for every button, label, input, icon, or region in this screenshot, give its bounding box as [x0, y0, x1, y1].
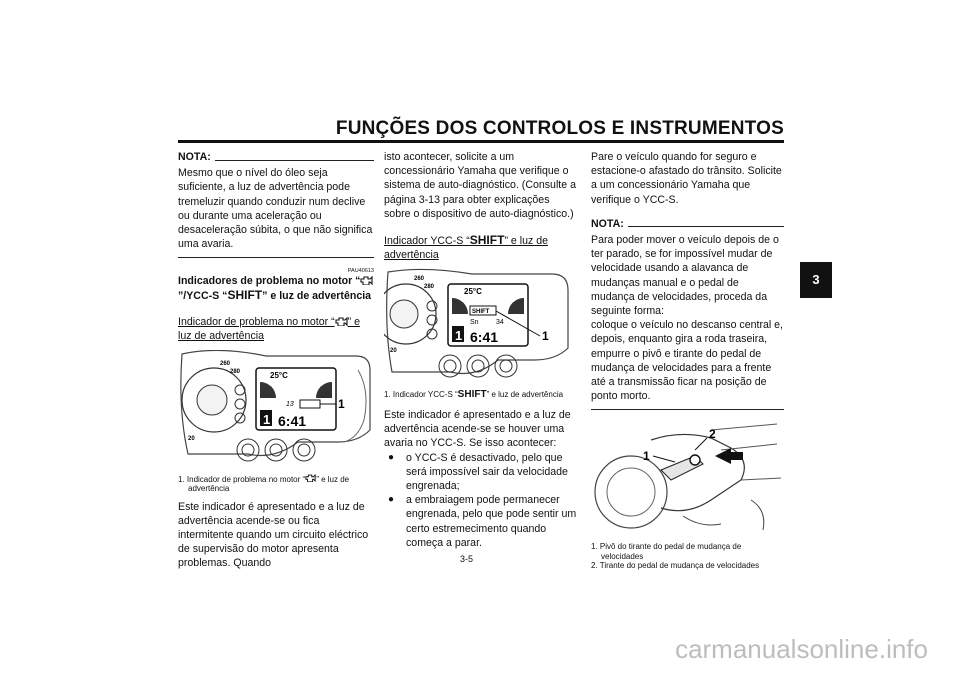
dashboard-figure-1 — [178, 350, 374, 468]
instrument-cluster-drawing — [178, 350, 374, 468]
nota-text: Mesmo que o nível do óleo seja suficiente, a luz de advertência pode tremeluzir quando conduzir num declive ou durante uma aceleração ou desaceleração súbita, o que não significa uma avaria. — [178, 167, 373, 251]
dashboard-figure-2 — [384, 268, 578, 384]
subheading-engine-indicator: Indicador de problema no motor “ ” e luz de advertência — [178, 316, 361, 343]
shift-pedal-drawing — [591, 420, 784, 536]
caption-item: 2. Tirante do pedal de mudança de velocidades — [591, 561, 760, 571]
section-code: PAU40613 — [347, 268, 374, 275]
svg-text:25°C: 25°C — [270, 370, 288, 380]
engine-icon — [335, 317, 348, 326]
svg-text:20: 20 — [390, 348, 397, 355]
svg-text:6:41: 6:41 — [470, 329, 499, 346]
nota-heading: NOTA: — [591, 217, 784, 231]
svg-text:13: 13 — [286, 400, 294, 408]
intro-text-2: isto acontecer, solicite a um concessionário Yamaha que verifique o sistema de auto-diagnóstico. (Consulte a página 3-13 para obter explicações sobre o dispositivo de auto-diagnóstico.) — [384, 151, 576, 220]
svg-text:25°C: 25°C — [464, 287, 482, 297]
svg-text:20: 20 — [188, 435, 195, 442]
figure-caption-1: 1. Indicador de problema no motor “ ” e luz de advertência — [178, 474, 350, 494]
nota-text: Para poder mover o veículo depois de o ter parado, se for impossível mudar de velocidade usando a alavanca de mudanças manual e o pedal de mudança de velocidades, proceda da seguinte forma: — [591, 234, 779, 318]
intro-text-3: Pare o veículo quando for seguro e estacione-o afastado do trânsito. Solicite a um concessionário Yamaha que verifique o YCC-S. — [591, 151, 782, 206]
bullet-list — [384, 451, 578, 550]
nota-heading: NOTA: — [178, 150, 374, 164]
list-item: ● a embraiagem pode permanecer engrenada, pelo que pode sentir um certo estremecimento quando começa a parar. — [384, 493, 578, 550]
section-heading: Indicadores de problema no motor “”/YCC-S “SHIFT” e luz de advertência — [178, 275, 374, 303]
page-title: FUNÇÕES DOS CONTROLOS E INSTRUMENTOS — [335, 118, 784, 139]
svg-text:1: 1 — [542, 329, 549, 344]
subheading-yccs-indicator: Indicador YCC-S “SHIFT” e luz de advertência — [384, 233, 549, 262]
svg-text:2: 2 — [709, 427, 716, 442]
svg-text:6:41: 6:41 — [278, 412, 307, 429]
svg-text:1: 1 — [263, 411, 271, 427]
svg-text:Sn: Sn — [470, 319, 479, 327]
svg-text:260: 260 — [414, 276, 425, 283]
body-text-1: Este indicador é apresentado e a luz de advertência acende-se ou fica intermitente quando um circuito eléctrico de supervisão do motor apresenta problemas. Quando — [178, 500, 369, 570]
figure-caption-2: 1. Indicador YCC-S “SHIFT” e luz de advertência — [384, 389, 564, 401]
page-number: 3-5 — [460, 554, 474, 564]
engine-icon — [305, 474, 316, 482]
chapter-tab[interactable]: 3 — [800, 262, 832, 298]
list-item: ● o YCC-S é desactivado, pelo que será impossível sair da velocidade engrenada; — [384, 451, 578, 494]
body-text-2: Este indicador é apresentado e a luz de advertência acende-se se houver uma avaria no YCC-S. Se isso acontecer: — [384, 408, 571, 450]
svg-text:260: 260 — [220, 360, 231, 367]
column-1 — [178, 150, 374, 571]
column-3 — [591, 150, 784, 571]
shift-linkage-figure — [591, 420, 784, 536]
svg-text:SHIFT: SHIFT — [472, 309, 490, 316]
nota-text-2: coloque o veículo no descanso central e, depois, enquanto gira a roda traseira, empurre o pivô e tirante do pedal de mudança de velocidades para a frente até a transmissão ficar na posição de ponto morto. — [591, 319, 783, 403]
svg-text:280: 280 — [424, 284, 435, 291]
svg-text:1: 1 — [643, 449, 650, 464]
column-2 — [384, 150, 578, 550]
nota-end-rule — [178, 257, 374, 258]
svg-text:34: 34 — [496, 319, 504, 327]
instrument-cluster-drawing — [384, 268, 578, 384]
engine-icon — [360, 276, 373, 285]
nota-end-rule — [591, 409, 784, 410]
watermark: carmanualsonline.info — [675, 634, 928, 664]
svg-text:1: 1 — [455, 328, 463, 344]
header-rule — [178, 140, 784, 143]
figure-caption-3 — [591, 542, 784, 571]
svg-text:280: 280 — [230, 368, 241, 375]
svg-text:1: 1 — [338, 396, 345, 411]
caption-item: 1. Pivô do tirante do pedal de mudança de velocidades — [591, 542, 742, 561]
